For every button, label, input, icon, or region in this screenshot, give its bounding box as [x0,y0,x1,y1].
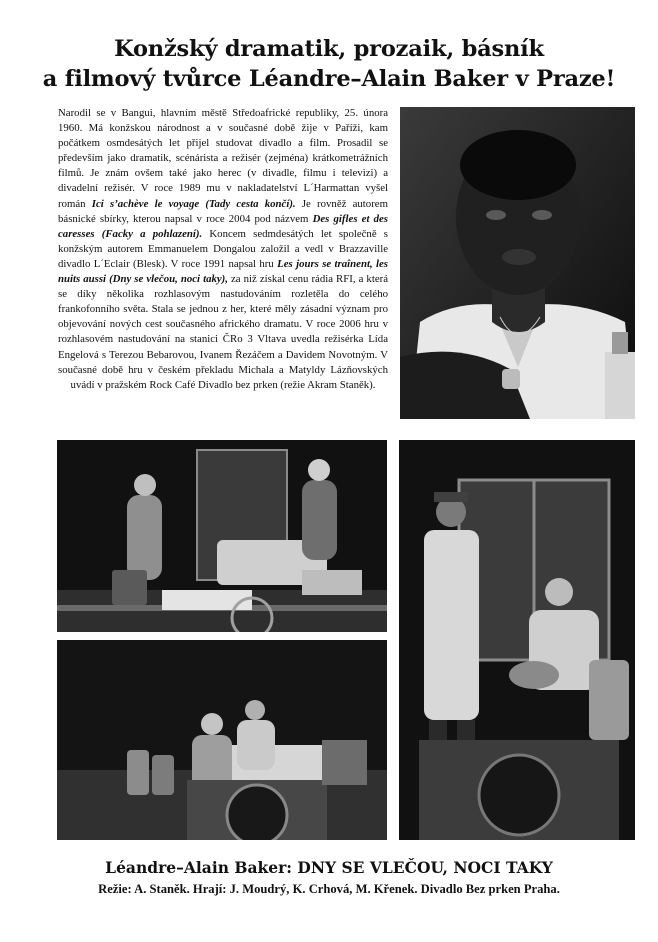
biography-text [58,106,388,393]
page-title [0,34,658,94]
title-line-2: a filmový tvůrce Léandre–Alain Baker v Praze! [42,66,616,92]
bio-title-poems: Des gifles et des caresses (Facky a pohlazení). [58,212,388,240]
bio-title-play: Les jours se traînent, les nuits aussi (Dny se vlečou, noci taky), [58,257,388,286]
stage-photo-1 [57,440,387,632]
bio-part-3: Koncem sedmdesátých let společně s konžským autorem Emmanuelem Dongalou založil a vedl v Brazzaville divadlo L´Eclair (Blesk). V roce 1991 napsal hru [58,227,389,270]
bio-part-1: Narodil se v Bangui, hlavním městě Středoafrické republiky, 25. února 1960. Má konžskou národnost a v současné době žije v Paříži, kam počátkem osmdesátých let přijel studovat divadlo a film. Prosadil se především jako dramatik, scénárista a režisér (zejména) krátkometrážních filmů. Je znám ovšem také jako herec (v divadle, filmu i televizi) a divadelní režisér. V roce 1989 mu v nakladatelství L´Harmattan vyšel román [58,107,388,210]
title-line-1: Konžský dramatik, prozaik, básník [114,36,544,62]
bio-part-4: za niž získal cenu rádia RFI, a která se díky několika rozhlasovým nastudováním rozletěla do celého frankofonního světa. Stala se jednou z her, které měly zásadní význam pro objevování nových cest současného afrického dramatu. V roce 2006 hru v rozhlasovém nastudování na stanici ČRo 3 Vltava uvedla režisérka Lída Engelová s Terezou Bebarovou, Ivanem Řezáčem a Davidem Novotným. V současné době hru v českém překladu Michala a Matyldy Lázňovských uvádí v pražském Rock Café Divadlo bez prken (režie Akram Staněk). [58,273,388,391]
author-portrait-photo [400,107,635,419]
bio-title-novel: Ici s’achève le voyage (Tady cesta končí). [91,197,296,210]
play-caption: Léandre–Alain Baker: DNY SE VLEČOU, NOCI TAKY [105,858,553,877]
bio-part-2: Je rovněž autorem básnické sbírky, kterou napsal v roce 2004 pod názvem [58,197,388,225]
stage-photo-2 [399,440,635,840]
stage-photo-3 [57,640,387,840]
play-credits: Režie: A. Staněk. Hrají: J. Moudrý, K. Crhová, M. Křenek. Divadlo Bez prken Praha. [98,882,560,896]
